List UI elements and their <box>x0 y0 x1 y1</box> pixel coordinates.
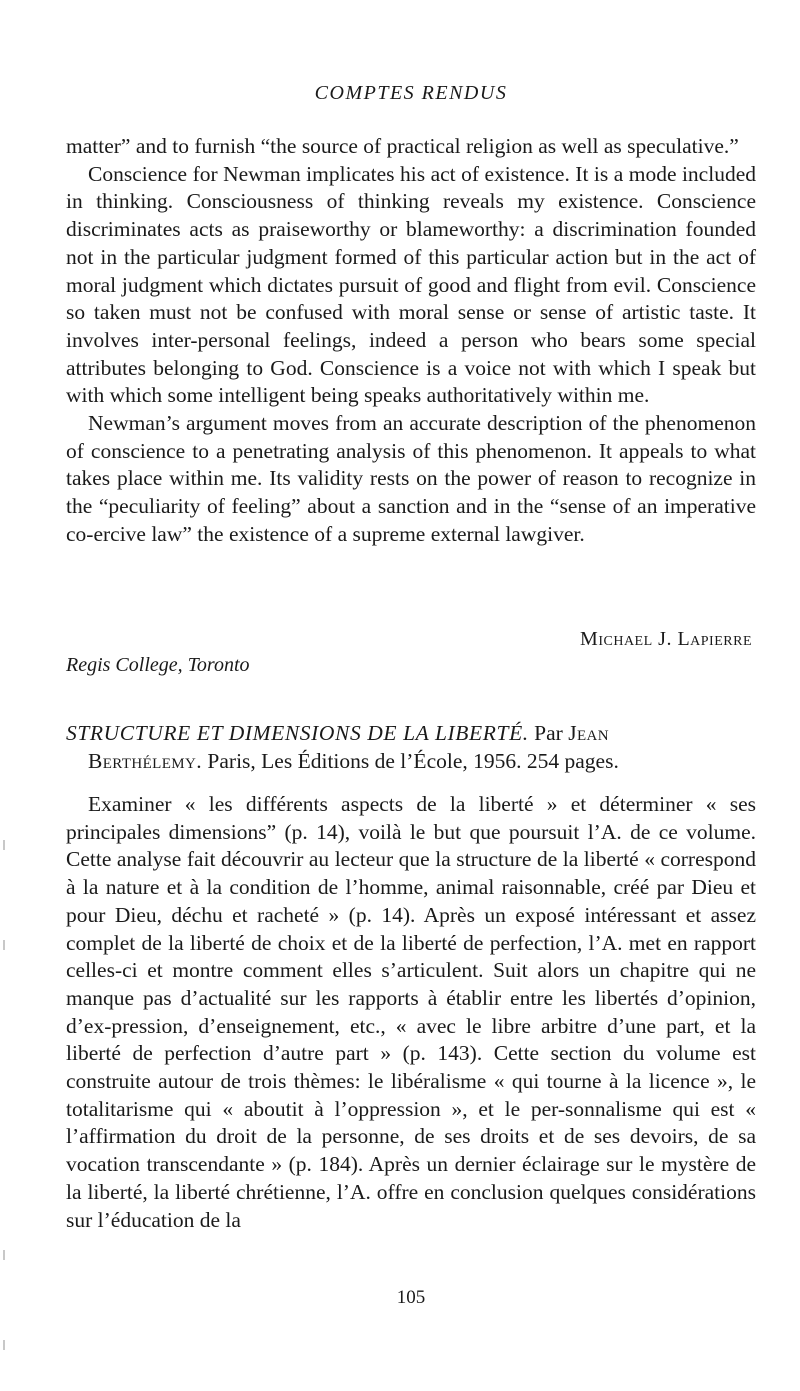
review-newman-body <box>66 133 756 549</box>
publication-info: Paris, Les Éditions de l’École, 1956. 254 pages. <box>207 748 619 773</box>
page-number: 105 <box>396 1287 426 1308</box>
paragraph-conscience: Conscience for Newman implicates his act of existence. It is a mode included in thinking. Consciousness of thinking reveals my existence. Conscience discriminates acts as praiseworthy or blameworthy: a discrimination founded not in the particular judgment formed of this particular action but in the act of moral judgment which dictates pursuit of good and flight from evil. Conscience so taken must not be confused with moral sense or sense of artistic taste. It involves inter-personal feelings, indeed a person who bears some special attributes belonging to God. Conscience is a voice not with which I speak but with which some intelligent being speaks authoritatively within me. <box>66 161 756 408</box>
book-title: STRUCTURE ET DIMENSIONS DE LA LIBERTÉ. <box>66 721 529 745</box>
reviewer-affiliation: Regis College, Toronto <box>66 654 250 676</box>
scan-edge-mark <box>3 1340 5 1350</box>
author-last-name: Berthélemy. <box>88 748 203 773</box>
paragraph-continuation: matter” and to furnish “the source of practical religion as well as speculative.” <box>66 134 739 158</box>
review-heading <box>66 720 756 775</box>
reviewer-signature: Michael J. Lapierre <box>580 628 752 650</box>
author-first-name: Jean <box>568 721 609 745</box>
review-heading-line-2 <box>66 748 756 776</box>
scan-edge-mark <box>3 940 5 950</box>
review-heading-line-1 <box>66 720 756 748</box>
review-liberte-body <box>66 791 756 1234</box>
paragraph-examiner: Examiner « les différents aspects de la liberté » et déterminer « ses principales dimensions” (p. 14), voilà le but que poursuit l’A. de ce volume. Cette analyse fait découvrir au lecteur que la structure de la liberté « correspond à la nature et à la condition de l’homme, animal raisonnable, créé par Dieu et pour Dieu, déchu et racheté » (p. 14). Après un exposé intéressant et assez complet de la liberté de choix et de la liberté de perfection, l’A. met en rapport celles-ci et montre comment elles s’articulent. Suit alors un chapitre qui ne manque pas d’actualité sur les rapports à établir entre les libertés d’opinion, d’ex-pression, d’enseignement, etc., « avec le libre arbitre d’une part, et la liberté de perfection d’autre part » (p. 143). Cette section du volume est construite autour de trois thèmes: le libéralisme « qui tourne à la licence », le totalitarisme qui « aboutit à l’oppression », et le per-sonnalisme qui est « l’affirmation du droit de la personne, de ses droits et de ses devoirs, de sa vocation transcendante » (p. 184). Après un dernier éclairage sur le mystère de la liberté, la liberté chrétienne, l’A. offre en conclusion quelques considérations sur l’éducation de la <box>66 792 756 1232</box>
paragraph-argument: Newman’s argument moves from an accurate description of the phenomenon of conscience to a penetrating analysis of this phenomenon. It appeals to what takes place within me. Its validity rests on the power of reason to recognize in the “peculiarity of feeling” about a sanction and in the “sense of an imperative co-ercive law” the existence of a supreme external lawgiver. <box>66 411 756 546</box>
scan-edge-mark <box>3 1250 5 1260</box>
scan-edge-mark <box>3 840 5 850</box>
journal-page <box>66 0 756 1391</box>
running-head: COMPTES RENDUS <box>314 82 508 104</box>
book-by: Par <box>534 721 563 745</box>
